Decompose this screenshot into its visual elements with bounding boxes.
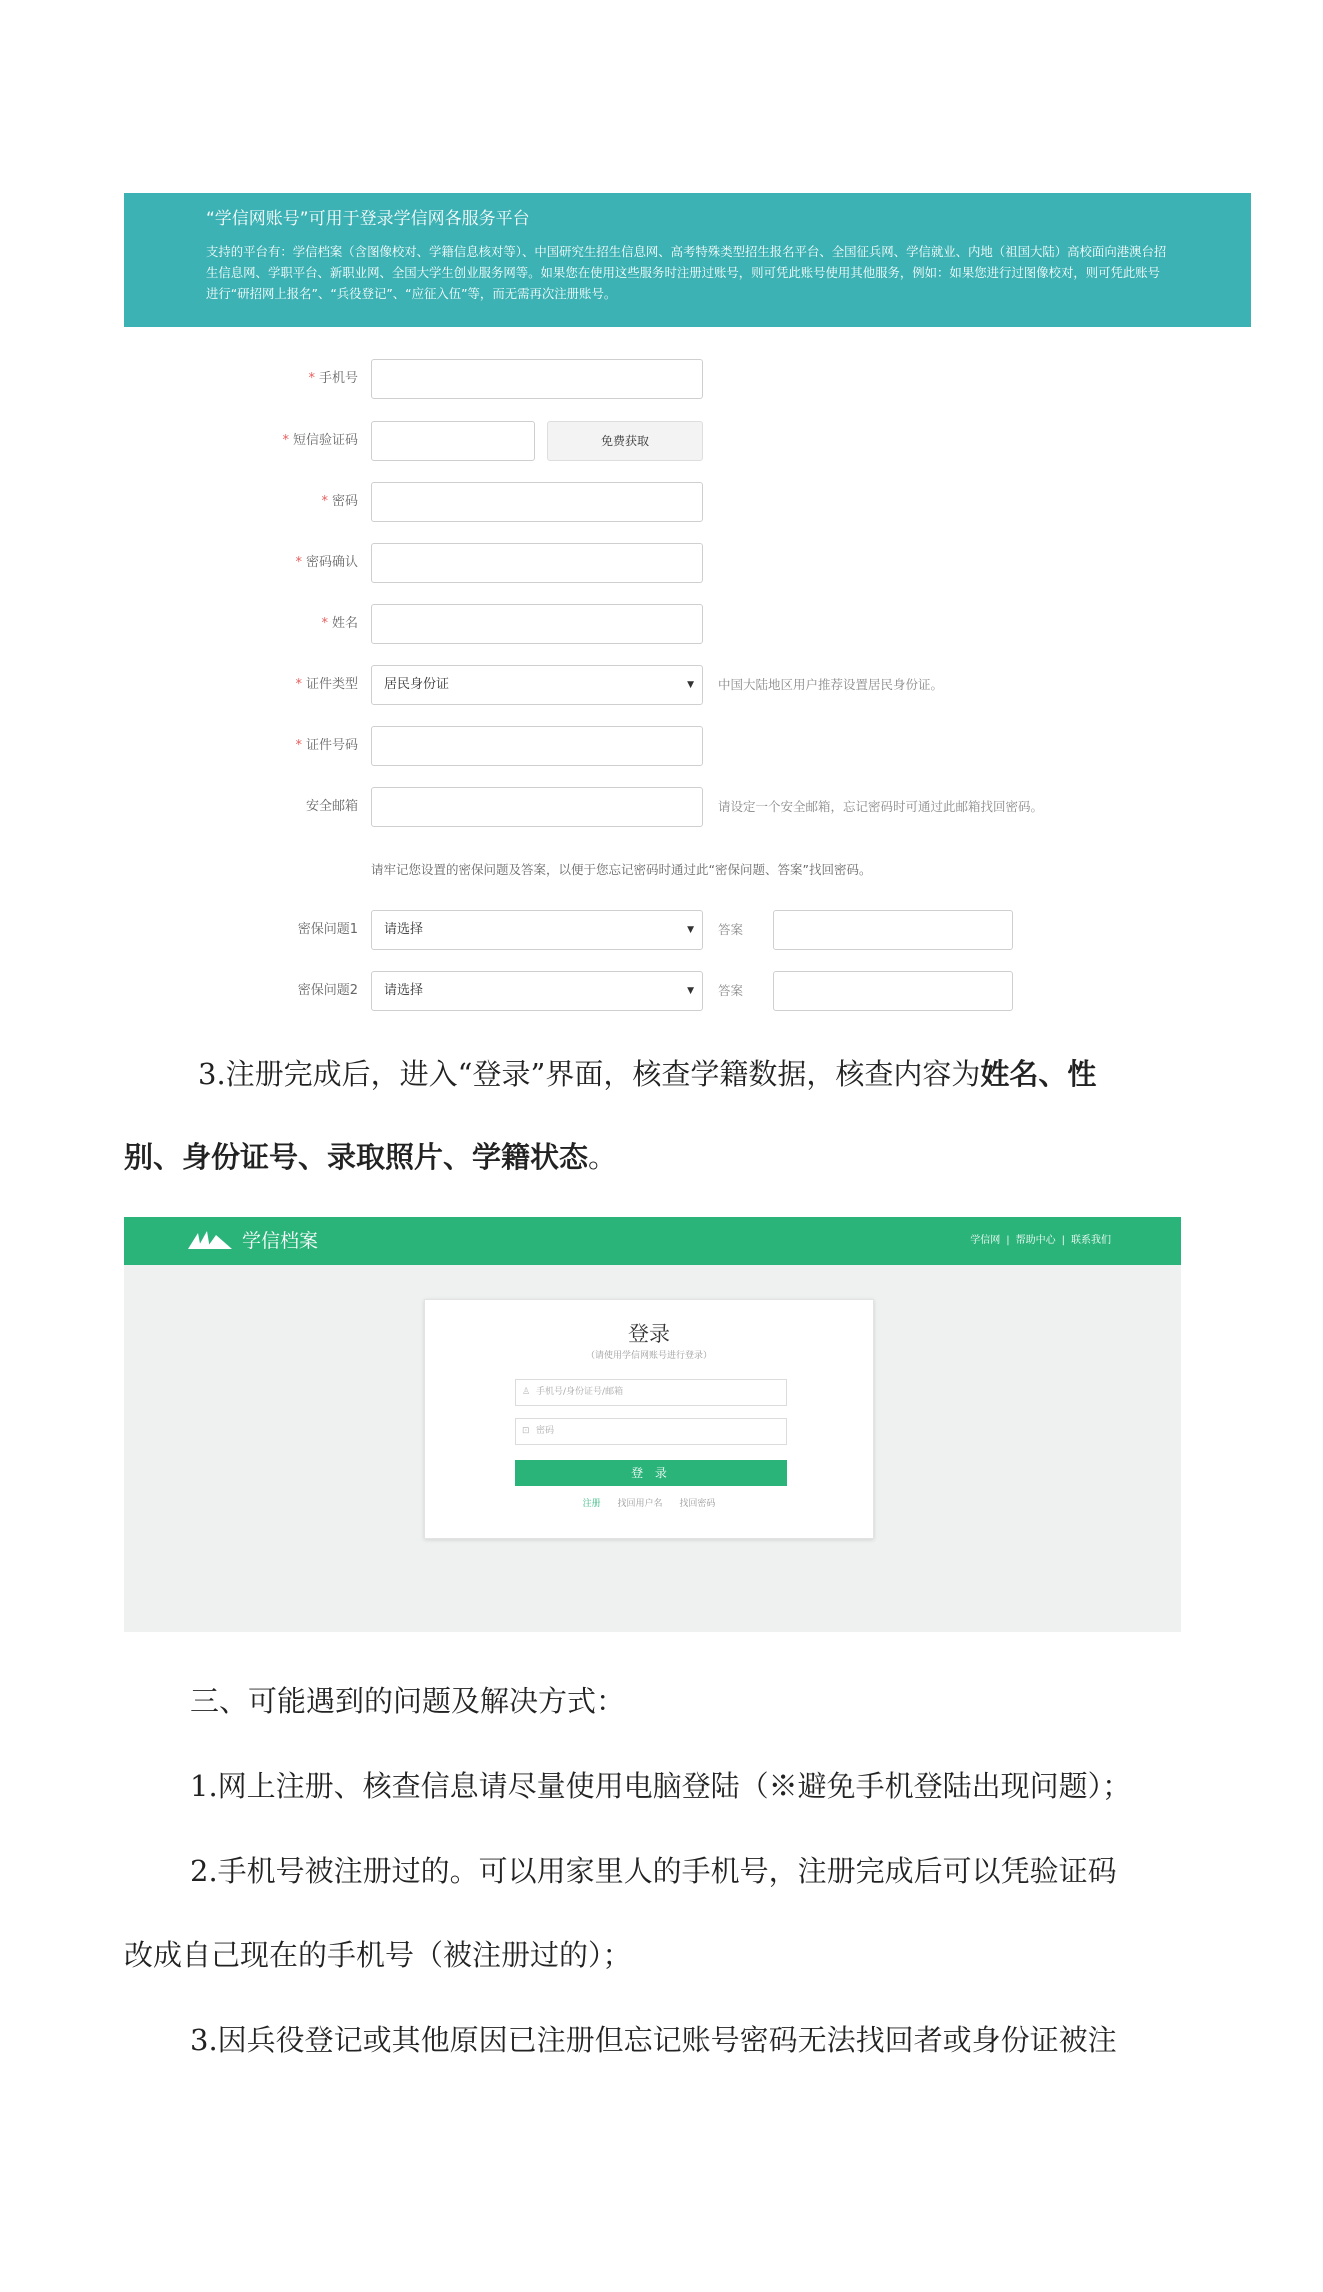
question2-label: 密保问题2 <box>297 983 358 998</box>
question1-select[interactable] <box>371 910 703 950</box>
sms-code-label: * 短信验证码 <box>282 433 358 448</box>
xuexin-logo-icon <box>188 1229 234 1253</box>
nav-contact-link[interactable]: 联系我们 <box>1071 1235 1111 1246</box>
lock-icon: ⊡ <box>522 1426 530 1436</box>
login-links <box>425 1496 873 1509</box>
password-placeholder: 密码 <box>536 1426 555 1436</box>
login-header <box>124 1217 1181 1265</box>
login-title: 登录 <box>628 1322 670 1346</box>
question1-value: 请选择 <box>384 922 424 937</box>
password-label: * 密码 <box>321 494 358 509</box>
question1-row <box>124 910 1251 950</box>
banner-title: “学信网账号”可用于登录学信网各服务平台 <box>206 209 530 229</box>
caret-down-icon: ▼ <box>687 680 694 690</box>
caret-down-icon: ▼ <box>687 925 694 935</box>
id-type-value: 居民身份证 <box>384 677 450 692</box>
password-confirm-input[interactable] <box>371 543 703 583</box>
step3-bold-2: 别、身份证号、录取照片、学籍状态 <box>124 1140 589 1174</box>
caret-down-icon: ▼ <box>687 986 694 996</box>
step3-line2: 别、身份证号、录取照片、学籍状态。 <box>124 1140 618 1174</box>
problem-item-3-line1: 3.因兵役登记或其他原因已注册但忘记账号密码无法找回者或身份证被注 <box>190 2023 1117 2057</box>
login-screenshot <box>124 1217 1181 1632</box>
login-button[interactable]: 登 录 <box>515 1460 787 1486</box>
username-input[interactable] <box>515 1379 787 1406</box>
sms-code-row <box>124 421 1251 461</box>
problem-item-2-line2: 改成自己现在的手机号（被注册过的）； <box>124 1938 632 1972</box>
find-username-link[interactable]: 找回用户名 <box>617 1499 663 1509</box>
nav-xuexin-link[interactable]: 学信网 <box>970 1235 1001 1246</box>
register-link[interactable]: 注册 <box>582 1499 601 1509</box>
required-mark: * <box>295 555 302 570</box>
banner-description: 支持的平台有：学信档案（含图像校对、学籍信息核对等）、中国研究生招生信息网、高考特殊类型招生报名平台、全国征兵网、学信就业、内地（祖国大陆）高校面向港澳台招生信息网、学职平台、新职业网、全国大学生创业服务网等。如果您在使用这些服务时注册过账号，则可凭此账号使用其他服务，例如：如果您进行过图像校对，则可凭此账号进行“研招网上报名”、“兵役登记”、“应征入伍”等，而无需再次注册账号。 <box>206 244 1167 301</box>
email-row <box>124 787 1251 827</box>
answer1-input[interactable] <box>773 910 1013 950</box>
id-type-hint: 中国大陆地区用户推荐设置居民身份证。 <box>718 677 944 692</box>
password-confirm-row <box>124 543 1251 583</box>
problem-item-1: 1.网上注册、核查信息请尽量使用电脑登陆（※避免手机登陆出现问题）； <box>190 1769 1132 1803</box>
problem-item-2-line1: 2.手机号被注册过的。可以用家里人的手机号，注册完成后可以凭验证码 <box>190 1854 1117 1888</box>
find-password-link[interactable]: 找回密码 <box>679 1499 716 1509</box>
required-mark: * <box>308 371 315 386</box>
id-number-label: * 证件号码 <box>295 738 358 753</box>
question2-value: 请选择 <box>384 983 424 998</box>
user-icon: ♙ <box>522 1387 531 1397</box>
password-confirm-label: * 密码确认 <box>295 555 358 570</box>
nav-help-link[interactable]: 帮助中心 <box>1015 1235 1056 1246</box>
email-input[interactable] <box>371 787 703 827</box>
required-mark: * <box>282 433 289 448</box>
id-type-row <box>124 665 1251 705</box>
security-note-row <box>124 860 1251 880</box>
name-label: * 姓名 <box>321 616 358 631</box>
phone-input[interactable] <box>371 359 703 399</box>
sms-code-input[interactable] <box>371 421 535 461</box>
info-banner <box>124 193 1251 327</box>
email-hint: 请设定一个安全邮箱，忘记密码时可通过此邮箱找回密码。 <box>718 799 1044 814</box>
security-note: 请牢记您设置的密保问题及答案，以便于您忘记密码时通过此“密保问题、答案”找回密码。 <box>371 862 872 877</box>
name-row <box>124 604 1251 644</box>
login-brand: 学信档案 <box>242 1230 319 1252</box>
phone-row <box>124 359 1251 399</box>
username-placeholder: 手机号/身份证号/邮箱 <box>536 1387 624 1397</box>
question1-label: 密保问题1 <box>297 922 358 937</box>
password-login-input[interactable] <box>515 1418 787 1445</box>
email-label: 安全邮箱 <box>305 799 358 814</box>
required-mark: * <box>321 494 328 509</box>
question2-row <box>124 971 1251 1011</box>
login-nav: 学信网 | 帮助中心 | 联系我们 <box>970 1235 1111 1246</box>
section3-title: 三、可能遇到的问题及解决方式： <box>190 1684 626 1718</box>
login-subtitle: （请使用学信网账号进行登录） <box>585 1351 712 1361</box>
question2-select[interactable] <box>371 971 703 1011</box>
registration-screenshot <box>124 193 1251 1013</box>
answer2-label: 答案 <box>718 983 744 998</box>
password-row <box>124 482 1251 522</box>
id-number-input[interactable] <box>371 726 703 766</box>
answer2-input[interactable] <box>773 971 1013 1011</box>
name-input[interactable] <box>371 604 703 644</box>
id-number-row <box>124 726 1251 766</box>
password-input[interactable] <box>371 482 703 522</box>
id-type-label: * 证件类型 <box>295 677 358 692</box>
answer1-label: 答案 <box>718 922 744 937</box>
required-mark: * <box>295 677 302 692</box>
step3-line1: 3.注册完成后，进入“登录”界面，核查学籍数据，核查内容为姓名、性 <box>198 1057 1097 1091</box>
required-mark: * <box>295 738 302 753</box>
step3-bold-1: 姓名、性 <box>980 1057 1097 1091</box>
id-type-select[interactable] <box>371 665 703 705</box>
required-mark: * <box>321 616 328 631</box>
get-sms-code-button[interactable]: 免费获取 <box>547 421 703 461</box>
login-card <box>424 1299 874 1539</box>
phone-label: * 手机号 <box>308 371 358 386</box>
